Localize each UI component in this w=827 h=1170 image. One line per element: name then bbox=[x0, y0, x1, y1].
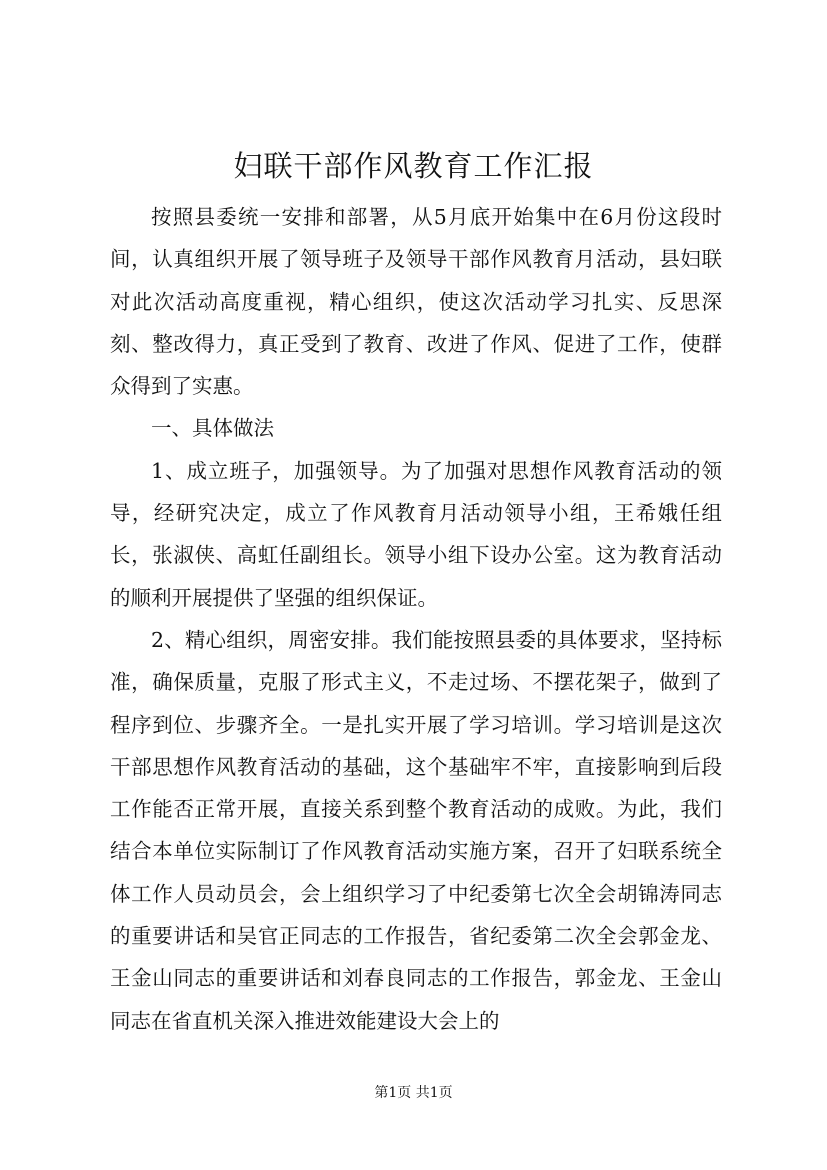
section-heading: 一、具体做法 bbox=[151, 416, 274, 441]
paragraph-item-2: 2、精心组织，周密安排。我们能按照县委的具体要求，坚持标准，确保质量，克服了形式主义，不走过场、不摆花架子，做到了程序到位、步骤齐全。一是扎实开展了学习培训。学习培训是这次干部思想作风教育活动的基础，这个基础牢不牢，直接影响到后段工作能否正常开展，直接关系到整个教育活动的成败。为此，我们结合本单位实际制订了作风教育活动实施方案，召开了妇联系统全体工作人员动员会，会上组织学习了中纪委第七次全会胡锦涛同志的重要讲话和吴官正同志的工作报告，省纪委第二次全会郭金龙、王金山同志的重要讲话和刘春良同志的工作报告，郭金龙、王金山同志在省直机关深入推进效能建设大会上的 bbox=[110, 627, 722, 1033]
page-footer: 第1页 共1页 bbox=[374, 1085, 453, 1101]
document-title: 妇联干部作风教育工作汇报 bbox=[233, 149, 594, 183]
paragraph-intro: 按照县委统一安排和部署，从5月底开始集中在6月份这段时间，认真组织开展了领导班子及领导干部作风教育月活动，县妇联对此次活动高度重视，精心组织，使这次活动学习扎实、反思深刻、整改得力，真正受到了教育、改进了作风、促进了工作，使群众得到了实惠。 bbox=[110, 205, 722, 399]
document-body bbox=[110, 196, 722, 1042]
paragraph-item-1: 1、成立班子，加强领导。为了加强对思想作风教育活动的领导，经研究决定，成立了作风教育月活动领导小组，王希娥任组长，张淑侠、高虹任副组长。领导小组下设办公室。这为教育活动的顺利开展提供了坚强的组织保证。 bbox=[110, 458, 722, 610]
